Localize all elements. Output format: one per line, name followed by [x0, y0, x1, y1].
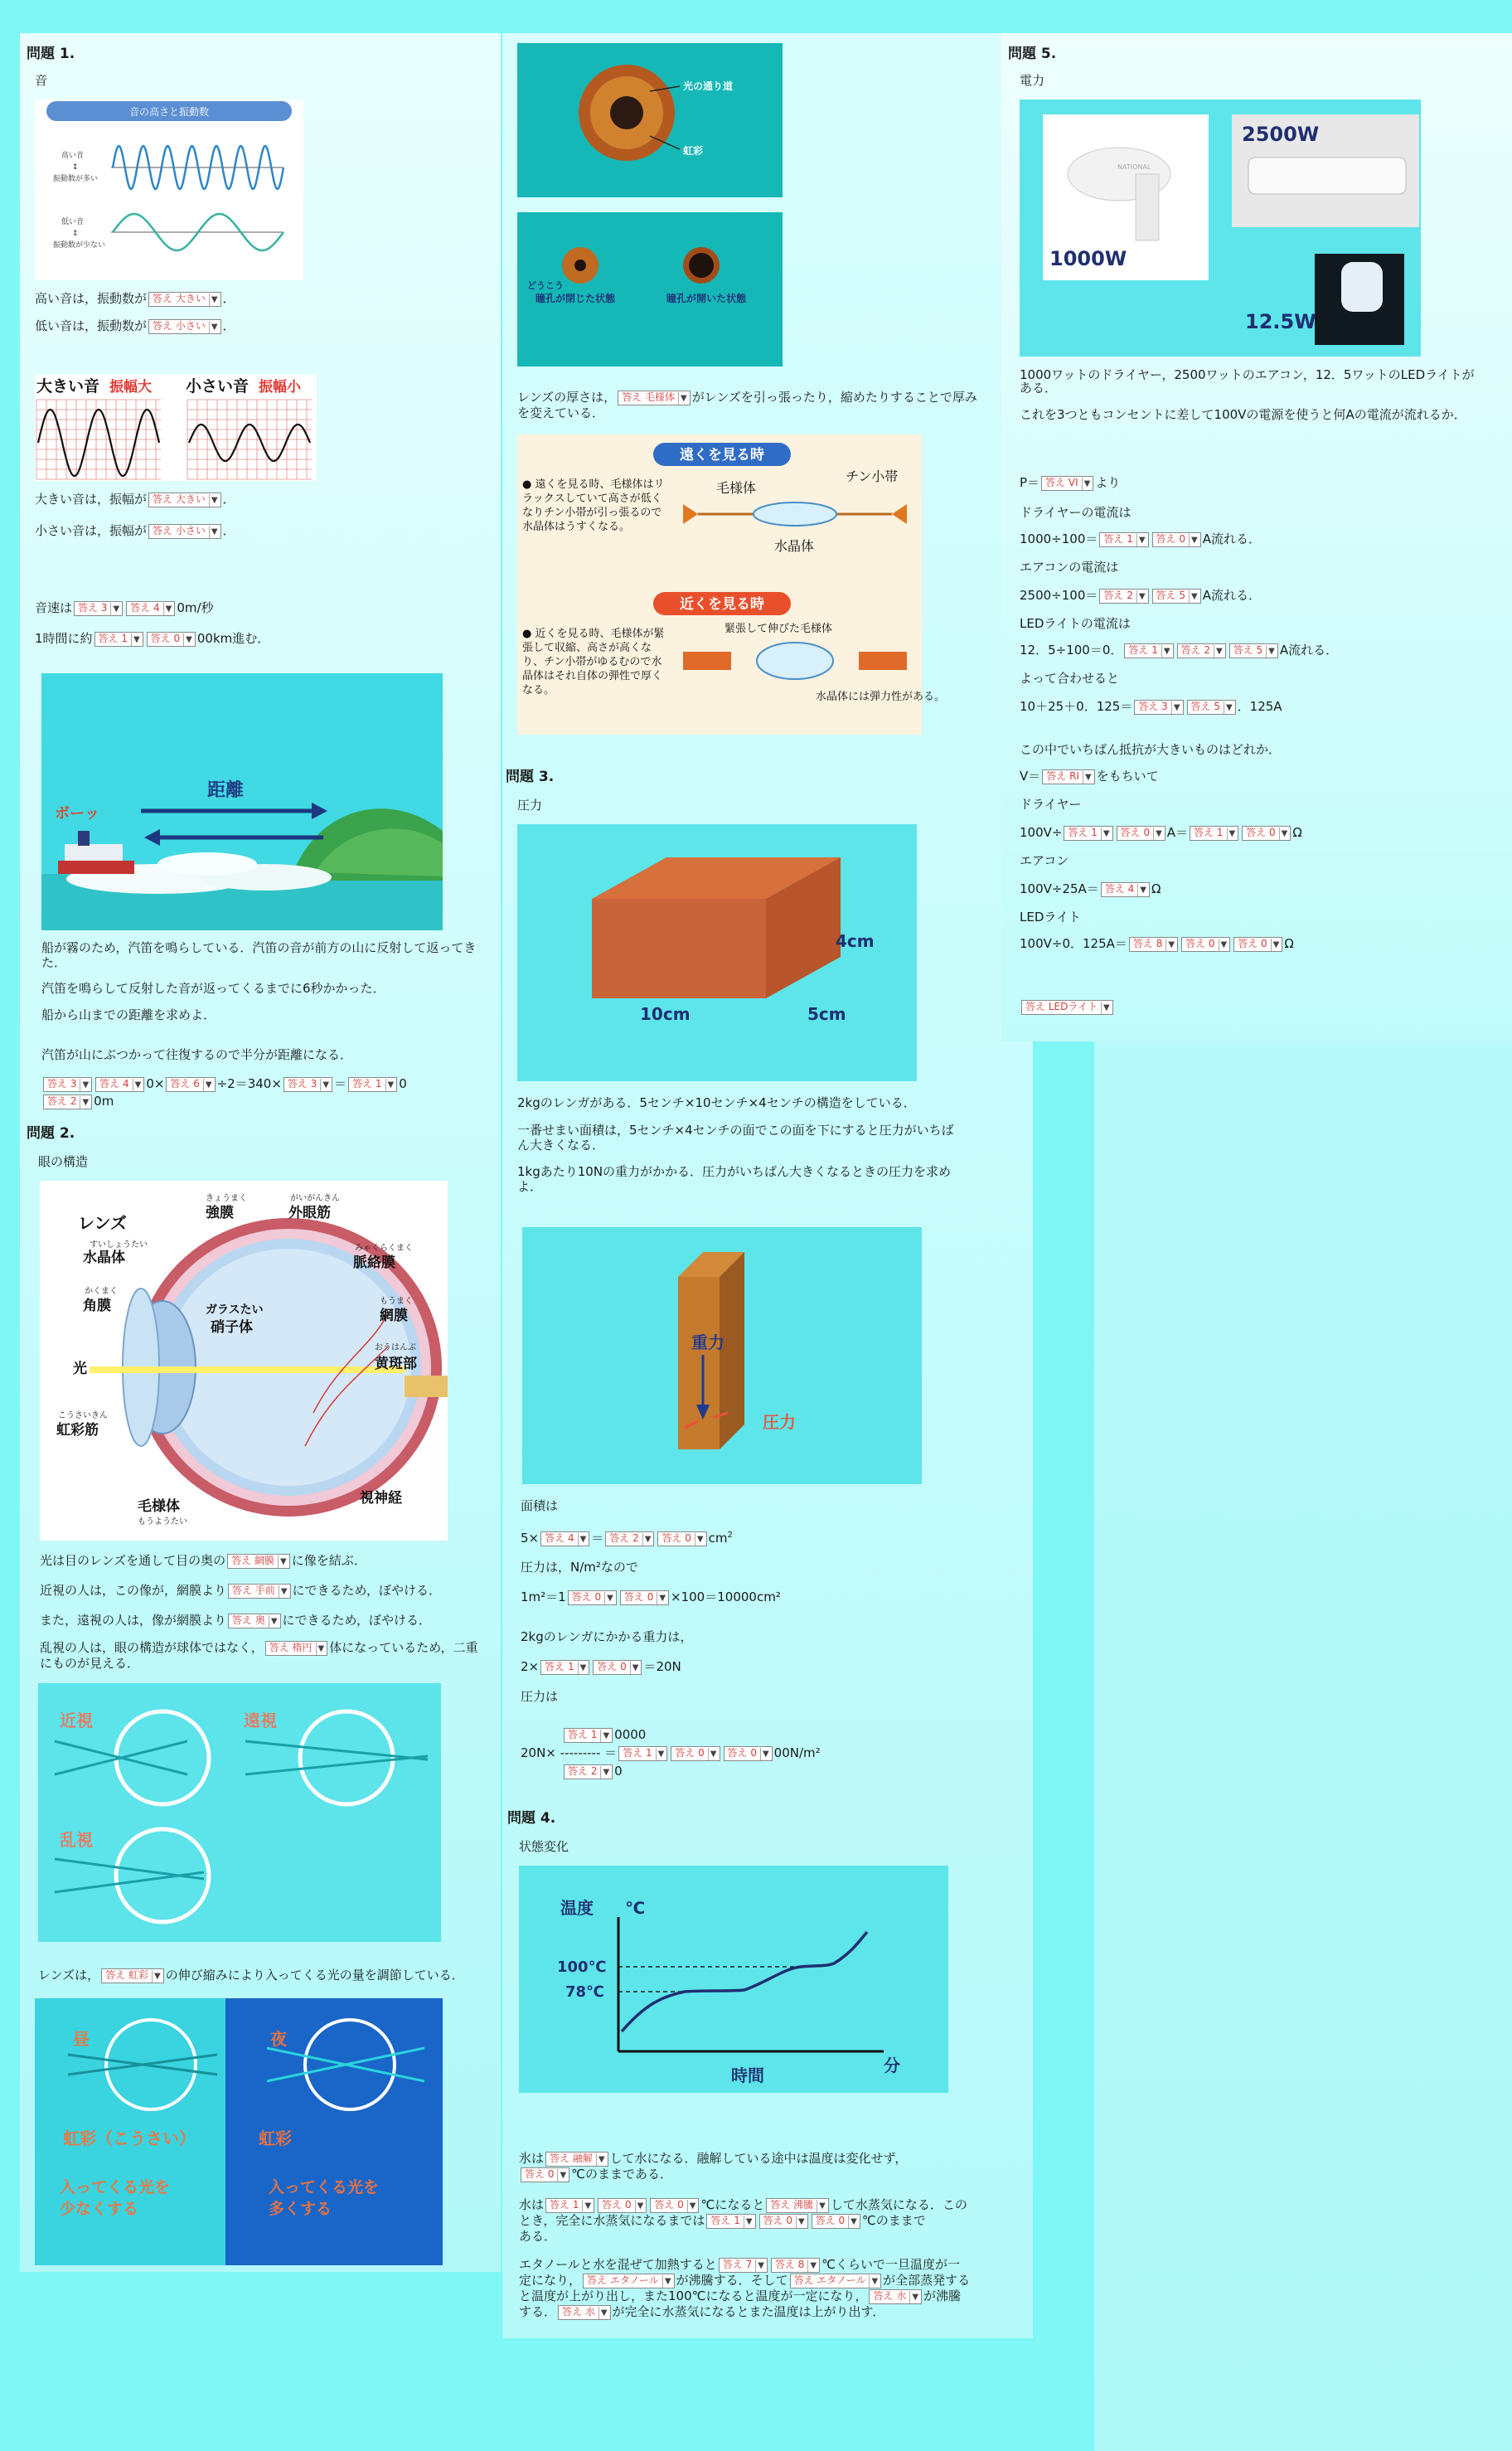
answer-dropdown[interactable]: 答え 楕円 ▼ — [265, 1641, 328, 1656]
svg-text:おうはんぶ: おうはんぶ — [375, 1343, 416, 1352]
q3-problem3: 1kgあたり10Nの重力がかかる．圧力がいちばん大きくなるときの圧力を求めよ． — [517, 1164, 952, 1194]
answer-dropdown[interactable]: 答え 3 ▼ — [43, 1077, 92, 1092]
svg-text:緊張して伸びた毛様体: 緊張して伸びた毛様体 — [724, 623, 833, 635]
answer-dropdown[interactable]: 答え VI ▼ — [1041, 476, 1093, 491]
q1-line6: 1時間に約 答え 1 ▼ 答え 0 ▼ 00km進む． — [35, 631, 270, 646]
answer-dropdown[interactable]: 答え 0 ▼ — [1152, 532, 1201, 547]
graph-xunit: 分 — [884, 2055, 900, 2075]
q3-unit-note: 圧力は，N/m²なので — [521, 1560, 638, 1575]
q3-area-label: 面積は — [521, 1498, 559, 1513]
answer-dropdown[interactable]: 答え 大きい ▼ — [148, 292, 221, 307]
q5-line8: よって合わせると — [1020, 671, 1120, 686]
answer-dropdown[interactable]: 答え エタノール ▼ — [790, 2274, 882, 2288]
svg-text:↕: ↕ — [72, 230, 79, 238]
q5-line13: 100V÷ 答え 1 ▼ 答え 0 ▼ A＝ 答え 1 ▼ 答え 0 ▼ Ω — [1020, 825, 1302, 840]
q2-line5: レンズは， 答え 虹彩 ▼ の伸び縮みにより入ってくる光の量を調節している． — [38, 1968, 464, 1983]
answer-dropdown[interactable]: 答え 3 ▼ — [284, 1077, 332, 1092]
state-change-graph — [519, 1866, 948, 2093]
q2b-line1: レンズの厚さは， 答え 毛様体 ▼ がレンズを引っ張ったり，縮めたりすることで厚みを変えている． — [517, 390, 977, 420]
svg-text:瞳孔が閉じた状態: 瞳孔が閉じた状態 — [536, 293, 616, 304]
svg-text:ガラスたい: ガラスたい — [206, 1303, 264, 1317]
answer-dropdown[interactable]: 答え 2 ▼ — [605, 1531, 654, 1546]
svg-text:高い音: 高い音 — [61, 152, 85, 160]
svg-text:もうまく: もうまく — [380, 1297, 413, 1306]
answer-dropdown[interactable]: 答え 0 ▼ — [650, 2198, 699, 2213]
column-right-lower — [1094, 1041, 1512, 2451]
svg-text:外眼筋: 外眼筋 — [288, 1205, 331, 1221]
svg-text:4cm: 4cm — [836, 931, 875, 951]
svg-text:振動数が少ない: 振動数が少ない — [53, 241, 106, 250]
svg-text:虹彩: 虹彩 — [259, 2128, 292, 2148]
q3-pressure-label: 圧力は — [521, 1689, 559, 1704]
svg-text:強膜: 強膜 — [206, 1205, 234, 1221]
q4-line3c: と温度が上がり出し，また100℃になると温度が一定になり， 答え 水 ▼ が沸騰 — [519, 2288, 962, 2303]
answer-dropdown[interactable]: 答え 8 ▼ — [1129, 937, 1178, 952]
q3-gravity-calc: 2× 答え 1 ▼ 答え 0 ▼ ＝20N — [521, 1659, 681, 1674]
svg-text:毛様体: 毛様体 — [716, 480, 757, 496]
q1-calc: 答え 3 ▼ 答え 4 ▼ 0× 答え 6 ▼ ÷2＝340× 答え 3 ▼ ＝ 答え 1 ▼ 0 — [41, 1075, 407, 1092]
svg-text:がいがんきん: がいがんきん — [290, 1194, 340, 1203]
svg-text:↕: ↕ — [72, 163, 79, 172]
svg-text:こうさいきん: こうさいきん — [58, 1411, 108, 1420]
eye-structure-figure — [40, 1181, 448, 1541]
svg-text:多くする: 多くする — [269, 2200, 332, 2218]
answer-dropdown[interactable]: 答え エタノール ▼ — [583, 2274, 675, 2288]
answer-dropdown[interactable]: 答え 1 ▼ — [1124, 643, 1173, 658]
answer-dropdown[interactable]: 答え 0 ▼ — [1233, 937, 1282, 952]
q3-fraction-numerator: 答え 1 ▼ 0000 — [562, 1726, 646, 1743]
answer-dropdown[interactable]: 答え 小さい ▼ — [148, 524, 221, 539]
answer-dropdown[interactable]: 答え 0 ▼ — [568, 1590, 617, 1605]
svg-text:圧力: 圧力 — [763, 1412, 796, 1432]
pitch-title: 音の高さと振動数 — [128, 106, 210, 118]
svg-text:低い音: 低い音 — [61, 218, 85, 226]
svg-text:振動数が多い: 振動数が多い — [53, 175, 99, 183]
answer-dropdown[interactable]: 答え 水 ▼ — [869, 2289, 922, 2304]
svg-text:近くを見る時: 近くを見る時 — [680, 596, 764, 613]
q1-problem4: 汽笛が山にぶつかって往復するので半分が距離になる． — [41, 1047, 353, 1062]
q5-title: 問題 5. — [1008, 46, 1057, 62]
q1-title: 問題 1. — [27, 46, 75, 62]
answer-dropdown[interactable]: 答え 沸騰 ▼ — [766, 2198, 829, 2213]
force-figure — [522, 1227, 922, 1484]
answer-dropdown[interactable]: 答え 小さい ▼ — [148, 319, 221, 334]
pitch-figure — [35, 99, 303, 280]
q5-problem1: 1000ワットのドライヤー，2500ワットのエアコン，12．5ワットのLEDライトがある． — [1020, 367, 1475, 396]
led-wattage: 12.5W — [1245, 310, 1316, 333]
svg-text:夜: 夜 — [270, 2029, 287, 2049]
q4-line1b: 答え 0 ▼ ℃のままである． — [519, 2167, 672, 2182]
graph-tick-78: 78℃ — [565, 1983, 604, 2001]
answer-dropdown[interactable]: 答え 0 ▼ — [1181, 937, 1230, 952]
q5-line7: 12．5÷100＝0． 答え 1 ▼ 答え 2 ▼ 答え 5 ▼ A流れる． — [1020, 643, 1339, 658]
answer-dropdown[interactable]: 答え 6 ▼ — [166, 1077, 215, 1092]
q1-line5: 音速は 答え 3 ▼ 答え 4 ▼ 0m/秒 — [35, 600, 214, 615]
q5-line11: V＝ 答え RI ▼ をもちいて — [1020, 769, 1159, 784]
q5-line12: ドライヤー — [1020, 797, 1082, 812]
svg-text:振幅大: 振幅大 — [109, 379, 152, 396]
answer-dropdown[interactable]: 答え 1 ▼ — [540, 1660, 589, 1675]
answer-dropdown[interactable]: 答え 手前 ▼ — [228, 1584, 291, 1599]
svg-text:10cm: 10cm — [640, 1004, 691, 1024]
q1-line2: 低い音は，振動数が 答え 小さい ▼ ． — [35, 318, 235, 333]
svg-text:振幅小: 振幅小 — [259, 379, 301, 396]
answer-dropdown[interactable]: 答え 4 ▼ — [95, 1077, 144, 1092]
svg-text:重力: 重力 — [691, 1332, 724, 1352]
svg-text:虹彩筋: 虹彩筋 — [56, 1422, 99, 1439]
answer-dropdown[interactable]: 答え 毛様体 ▼ — [618, 391, 691, 405]
svg-text:遠視: 遠視 — [244, 1711, 277, 1730]
q1-line3: 大きい音は，振幅が 答え 大きい ▼ ． — [35, 492, 235, 507]
q5-line17: 100V÷0．125A＝ 答え 8 ▼ 答え 0 ▼ 答え 0 ▼ Ω — [1020, 936, 1294, 951]
q3-title: 問題 3. — [506, 769, 555, 785]
q1-problem3: 船から山までの距離を求めよ． — [41, 1007, 216, 1022]
answer-dropdown[interactable]: 答え 虹彩 ▼ — [101, 1968, 164, 1983]
iris-night-figure — [225, 1998, 443, 2265]
svg-text:近視: 近視 — [60, 1711, 93, 1730]
answer-dropdown[interactable]: 答え 大きい ▼ — [148, 493, 221, 507]
answer-dropdown[interactable]: 答え 7 ▼ — [719, 2258, 768, 2273]
answer-dropdown[interactable]: 答え 0 ▼ — [1117, 826, 1166, 841]
answer-dropdown[interactable]: 答え 1 ▼ — [94, 632, 143, 647]
answer-dropdown[interactable]: 答え LEDライト ▼ — [1021, 1000, 1113, 1015]
svg-text:すいしょうたい: すいしょうたい — [90, 1240, 148, 1250]
svg-text:脈絡膜: 脈絡膜 — [353, 1255, 395, 1271]
svg-text:視神経: 視神経 — [360, 1490, 402, 1507]
q2-line4: 乱視の人は，眼の構造が球体ではなく， 答え 楕円 ▼ 体になっているため，二重にものが見える． — [40, 1640, 478, 1671]
answer-dropdown[interactable]: 答え 0 ▼ — [724, 1746, 773, 1761]
graph-tick-100: 100℃ — [557, 1958, 607, 1976]
answer-dropdown[interactable]: 答え 4 ▼ — [1101, 882, 1150, 897]
svg-text:虹彩: 虹彩 — [683, 145, 704, 157]
answer-dropdown[interactable]: 答え 0 ▼ — [657, 1531, 706, 1546]
answer-dropdown[interactable]: 答え 奥 ▼ — [228, 1614, 281, 1628]
q5-line18 — [1020, 998, 1115, 1015]
q4-line2: 水は 答え 1 ▼ 答え 0 ▼ 答え 0 ▼ ℃になると 答え 沸騰 ▼ して水蒸気になる．この — [519, 2197, 967, 2212]
q2-subtitle: 眼の構造 — [38, 1154, 89, 1169]
q5-line16: LEDライト — [1020, 910, 1081, 925]
q5-line4: エアコンの電流は — [1020, 560, 1119, 575]
svg-text:乱視: 乱視 — [60, 1830, 93, 1850]
answer-dropdown[interactable]: 答え 1 ▼ — [545, 2198, 594, 2213]
pupil-figure-1 — [517, 43, 783, 197]
q1-problem2: 汽笛を鳴らして反射した音が返ってくるまでに6秒かかった． — [41, 981, 385, 996]
svg-text:大きい音: 大きい音 — [36, 377, 100, 396]
answer-dropdown[interactable]: 答え 1 ▼ — [564, 1728, 613, 1743]
svg-text:虹彩（こうさい）: 虹彩（こうさい） — [63, 2128, 196, 2148]
q4-line3b: 定になり， 答え エタノール ▼ が沸騰する．そして 答え エタノール ▼ が全部蒸発する — [519, 2273, 971, 2288]
q5-line15: 100V÷25A＝ 答え 4 ▼ Ω — [1020, 881, 1161, 896]
horn-label: ボーッ — [55, 805, 99, 823]
graph-ylabel: 温度 — [560, 1898, 594, 1918]
ship-echo-figure — [41, 673, 443, 930]
svg-text:硝子体: 硝子体 — [211, 1319, 253, 1336]
svg-text:瞳孔が開いた状態: 瞳孔が開いた状態 — [666, 293, 747, 304]
svg-text:水晶体には弾力性がある。: 水晶体には弾力性がある。 — [816, 691, 946, 703]
q3-problem1: 2kgのレンガがある．5センチ×10センチ×4センチの構造をしている． — [517, 1095, 916, 1110]
answer-dropdown[interactable]: 答え 1 ▼ — [1190, 826, 1238, 841]
svg-text:みゃくらくまく: みゃくらくまく — [355, 1244, 413, 1253]
q2-line2: 近視の人は，この像が，網膜より 答え 手前 ▼ にできるため，ぼやける． — [40, 1583, 441, 1598]
vision-defects-figure — [38, 1683, 441, 1942]
answer-dropdown[interactable]: 答え 0 ▼ — [759, 2214, 808, 2229]
q3-fraction-line: 20N× --------- ＝ 答え 1 ▼ 答え 0 ▼ 答え 0 ▼ 00N/m² — [521, 1745, 821, 1760]
svg-text:NATIONAL: NATIONAL — [1117, 163, 1151, 171]
iris-day-figure — [35, 1998, 225, 2265]
answer-dropdown[interactable]: 答え RI ▼ — [1042, 769, 1094, 784]
svg-text:かくまく: かくまく — [85, 1287, 118, 1296]
answer-dropdown[interactable]: 答え 融解 ▼ — [545, 2152, 608, 2167]
answer-dropdown[interactable]: 答え 1 ▼ — [1064, 826, 1112, 841]
q3-unit-calc: 1m²＝1 答え 0 ▼ 答え 0 ▼ ×100＝10000cm² — [521, 1590, 781, 1604]
answer-dropdown[interactable]: 答え 2 ▼ — [564, 1764, 613, 1779]
q3-area-calc: 5× 答え 4 ▼ ＝ 答え 2 ▼ 答え 0 ▼ $cm^2$ — [521, 1531, 733, 1546]
amplitude-figure — [35, 375, 317, 481]
q1-line4: 小さい音は，振幅が 答え 小さい ▼ ． — [35, 523, 235, 538]
q3-problem2: 一番せまい面積は，5センチ×4センチの面でこの面を下にすると圧力がいちばん大きくなる． — [517, 1123, 954, 1153]
q2-line3: また，遠視の人は，像が網膜より 答え 奥 ▼ にできるため，ぼやける． — [40, 1613, 431, 1628]
svg-text:角膜: 角膜 — [83, 1298, 111, 1314]
focus-adjustment-figure: 遠くを見る時 ● 遠くを見る時、毛様体はリラックスしていて高さが低くなりチン小帯が引っ張るので水晶体はうすくなる。 毛様体 チン小帯 水晶体 近くを見る時 ● 近くを見る時、毛様体が緊張して収縮、高さが高くなり、チン小帯がゆるむので水晶体はそれ自体の弾性で厚くなる。 緊張して伸びた毛様体 水晶体には弾力性がある。 — [517, 434, 922, 735]
q3-fraction-denominator: 答え 2 ▼ 0 — [562, 1763, 623, 1779]
aircon-wattage: 2500W — [1242, 123, 1320, 146]
graph-yunit: ℃ — [625, 1898, 646, 1918]
q2-line1: 光は目のレンズを通して目の奥の 答え 網膜 ▼ に像を結ぶ． — [40, 1553, 367, 1568]
answer-dropdown[interactable]: 答え 0 ▼ — [593, 1660, 642, 1675]
answer-dropdown[interactable]: 答え 1 ▼ — [706, 2214, 755, 2229]
answer-dropdown[interactable]: 答え 0 ▼ — [1242, 826, 1291, 841]
q5-line3: 1000÷100＝ 答え 1 ▼ 答え 0 ▼ A流れる． — [1020, 531, 1261, 546]
q5-line5: 2500÷100＝ 答え 2 ▼ 答え 5 ▼ A流れる． — [1020, 588, 1261, 603]
q4-subtitle: 状態変化 — [519, 1839, 569, 1854]
q2-title: 問題 2. — [27, 1125, 75, 1142]
svg-text:光の通り道: 光の通り道 — [683, 80, 734, 92]
answer-dropdown[interactable]: 答え 1 ▼ — [348, 1077, 397, 1092]
answer-dropdown[interactable]: 答え 網膜 ▼ — [227, 1554, 290, 1569]
answer-dropdown[interactable]: 答え 5 ▼ — [1152, 589, 1201, 604]
q5-line2: ドライヤーの電流は — [1020, 505, 1132, 520]
svg-text:少なくする: 少なくする — [60, 2200, 139, 2218]
svg-text:入ってくる光を: 入ってくる光を — [60, 2178, 171, 2196]
q5-line9: 10＋25＋0．125＝ 答え 3 ▼ 答え 5 ▼ ．125A — [1020, 699, 1282, 714]
answer-dropdown[interactable]: 答え 0 ▼ — [147, 632, 196, 647]
svg-text:どうこう: どうこう — [527, 280, 564, 291]
answer-dropdown[interactable]: 答え 1 ▼ — [1099, 532, 1148, 547]
q4-line3: エタノールと水を混ぜて加熱すると 答え 7 ▼ 答え 8 ▼ ℃くらいで一旦温度が一 — [519, 2257, 960, 2272]
appliances-figure — [1020, 99, 1421, 357]
answer-dropdown[interactable]: 答え 3 ▼ — [1134, 700, 1183, 715]
svg-text:5cm: 5cm — [807, 1004, 846, 1024]
q5-line6: LEDライトの電流は — [1020, 616, 1131, 631]
svg-text:チン小帯: チン小帯 — [846, 468, 899, 484]
answer-dropdown[interactable]: 答え 3 ▼ — [74, 601, 123, 616]
q4-line2c: ある． — [519, 2229, 557, 2244]
answer-dropdown[interactable]: 答え 2 ▼ — [1177, 643, 1226, 658]
q4-line1: 氷は 答え 融解 ▼ して水になる．融解している途中は温度は変化せず， — [519, 2151, 908, 2166]
svg-text:水晶体: 水晶体 — [83, 1250, 125, 1266]
q3-subtitle: 圧力 — [517, 798, 543, 813]
answer-dropdown[interactable]: 答え 8 ▼ — [771, 2258, 820, 2273]
q5-line1: P＝ 答え VI ▼ より — [1020, 475, 1121, 490]
svg-text:黄斑部: 黄斑部 — [375, 1356, 417, 1372]
svg-text:小さい音: 小さい音 — [186, 377, 250, 396]
svg-text:遠くを見る時: 遠くを見る時 — [680, 447, 764, 464]
answer-dropdown[interactable]: 答え 0 ▼ — [671, 1746, 720, 1761]
svg-text:水晶体: 水晶体 — [774, 538, 815, 554]
svg-text:きょうまく: きょうまく — [206, 1194, 247, 1203]
q1-calc2: 答え 2 ▼ 0m — [41, 1093, 114, 1109]
q4-line2b: とき，完全に水蒸気になるまでは 答え 1 ▼ 答え 0 ▼ 答え 0 ▼ ℃のままで — [519, 2213, 926, 2228]
dryer-wattage: 1000W — [1049, 247, 1127, 270]
svg-text:網膜: 網膜 — [380, 1308, 408, 1324]
answer-dropdown[interactable]: 答え 5 ▼ — [1187, 700, 1236, 715]
pupil-figure-2 — [517, 212, 783, 366]
distance-label: 距離 — [207, 780, 245, 801]
q5-line10: この中でいちばん抵抗が大きいものはどれか． — [1020, 742, 1282, 757]
answer-dropdown[interactable]: 答え 0 ▼ — [521, 2167, 569, 2182]
answer-dropdown[interactable]: 答え 1 ▼ — [618, 1746, 667, 1761]
q4-title: 問題 4. — [507, 1810, 556, 1827]
brick-figure — [517, 824, 917, 1081]
q5-line14: エアコン — [1020, 853, 1069, 868]
q3-gravity-note: 2kgのレンガにかかる重力は， — [521, 1629, 693, 1644]
answer-dropdown[interactable]: 答え 0 ▼ — [620, 1590, 669, 1605]
answer-dropdown[interactable]: 答え 水 ▼ — [558, 2305, 611, 2320]
temperature-curve — [622, 1932, 867, 2031]
svg-text:毛様体: 毛様体 — [138, 1498, 180, 1515]
svg-text:光: 光 — [73, 1361, 87, 1377]
answer-dropdown[interactable]: 答え 0 ▼ — [812, 2214, 860, 2229]
svg-text:入ってくる光を: 入ってくる光を — [269, 2178, 380, 2196]
svg-text:昼: 昼 — [73, 2029, 90, 2049]
q5-problem2: これを3つともコンセントに差して100Vの電源を使うと何Aの電流が流れるか． — [1020, 407, 1466, 422]
q1-line1: 高い音は，振動数が 答え 大きい ▼ ． — [35, 291, 235, 306]
answer-dropdown[interactable]: 答え 2 ▼ — [1099, 589, 1148, 604]
answer-dropdown[interactable]: 答え 0 ▼ — [598, 2198, 647, 2213]
q1-problem1: 船が霧のため，汽笛を鳴らしている．汽笛の音が前方の山に反射して返ってきた． — [41, 940, 477, 970]
q4-line3d: する． 答え 水 ▼ が完全に水蒸気になるとまた温度は上がり出す． — [519, 2304, 885, 2319]
svg-text:レンズ: レンズ — [78, 1213, 127, 1233]
graph-xlabel: 時間 — [731, 2065, 764, 2085]
answer-dropdown[interactable]: 答え 4 ▼ — [126, 601, 175, 616]
q5-subtitle: 電力 — [1020, 73, 1045, 88]
answer-dropdown[interactable]: 答え 5 ▼ — [1229, 643, 1278, 658]
svg-text:もうようたい: もうようたい — [138, 1517, 187, 1526]
answer-dropdown[interactable]: 答え 4 ▼ — [540, 1531, 589, 1546]
answer-dropdown[interactable]: 答え 2 ▼ — [43, 1094, 92, 1109]
q1-subtitle: 音 — [35, 73, 48, 88]
